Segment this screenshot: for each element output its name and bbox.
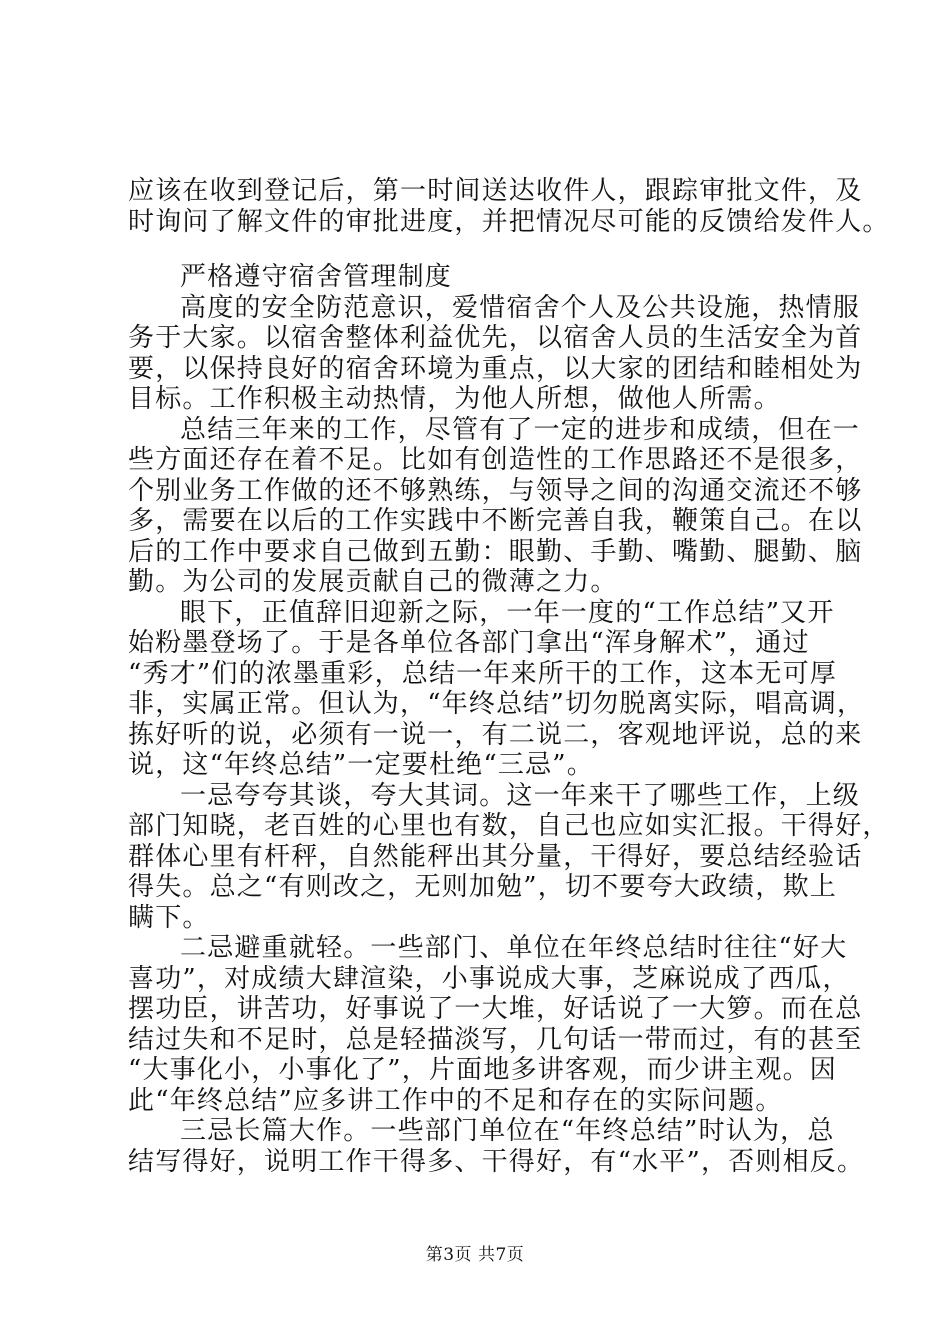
text-line: 一忌夸夸其谈，夸大其词。这一年来干了哪些工作，上级 [180, 780, 861, 811]
text-line: 此“年终总结”应多讲工作中的不足和存在的实际问题。 [128, 1085, 783, 1116]
text-line: 摆功臣，讲苦功，好事说了一大堆，好话说了一大箩。而在总 [128, 994, 863, 1024]
text-line: 后的工作中要求自己做到五勤：眼勤、手勤、嘴勤、腿勤、脑 [128, 536, 863, 567]
text-line: 个别业务工作做的还不够熟练，与领导之间的沟通交流还不够 [128, 475, 863, 506]
text-line: 些方面还存在着不足。比如有创造性的工作思路还不是很多， [128, 445, 863, 475]
text-line: “大事化小，小事化了”，片面地多讲客观，而少讲主观。因 [128, 1055, 837, 1085]
text-line: 结写得好，说明工作干得多、干得好，有“水平”，否则相反。 [128, 1146, 865, 1177]
text-line: 目标。工作积极主动热情，为他人所想，做他人所需。 [128, 384, 781, 414]
text-line: 三忌长篇大作。一些部门单位在“年终总结”时认为，总 [180, 1116, 835, 1146]
text-line: 非，实属正常。但认为，“年终总结”切勿脱离实际，唱高调， [128, 689, 865, 719]
text-line: 结过失和不足时，总是轻描淡写，几句话一带而过，有的甚至 [128, 1024, 863, 1055]
page-number-footer: 第3页 共7页 [425, 1245, 525, 1265]
document-body [128, 176, 890, 1177]
text-line: 部门知晓，老百姓的心里也有数，自己也应如实汇报。干得好， [128, 811, 890, 841]
text-line: “秀才”们的浓墨重彩，总结一年来所干的工作，这本无可厚 [128, 658, 837, 689]
text-line: 喜功”，对成绩大肆渲染，小事说成大事，芝麻说成了西瓜， [128, 963, 850, 994]
text-line: 总结三年来的工作，尽管有了一定的进步和成绩，但在一 [180, 414, 861, 445]
text-line: 拣好听的说，必须有一说一，有二说二，客观地评说，总的来 [128, 719, 863, 750]
text-line: 时询问了解文件的审批进度，并把情况尽可能的反馈给发件人。 [128, 206, 890, 237]
text-line: 说，这“年终总结”一定要杜绝“三忌”。 [128, 750, 594, 780]
text-line: 始粉墨登场了。于是各单位各部门拿出“浑身解术”，通过 [128, 628, 810, 658]
text-line: 务于大家。以宿舍整体利益优先，以宿舍人员的生活安全为首 [128, 323, 863, 353]
text-line: 得失。总之“有则改之，无则加勉”，切不要夸大政绩，欺上 [128, 872, 837, 902]
text-line: 瞒下。 [128, 902, 210, 933]
text-line: 眼下，正值辞旧迎新之际，一年一度的“工作总结”又开 [180, 597, 835, 628]
section-heading: 严格遵守宿舍管理制度 [180, 262, 453, 292]
text-line: 二忌避重就轻。一些部门、单位在年终总结时往往“好大 [180, 933, 848, 963]
paragraph-gap [128, 237, 840, 262]
text-line: 高度的安全防范意识，爱惜宿舍个人及公共设施，热情服 [180, 292, 861, 323]
text-line: 勤。为公司的发展贡献自己的微薄之力。 [128, 567, 618, 597]
text-line: 要，以保持良好的宿舍环境为重点，以大家的团结和睦相处为 [128, 353, 863, 384]
text-line: 多，需要在以后的工作实践中不断完善自我，鞭策自己。在以 [128, 506, 863, 536]
text-line: 群体心里有杆秤，自然能秤出其分量，干得好，要总结经验话 [128, 841, 863, 872]
text-line: 应该在收到登记后，第一时间送达收件人，跟踪审批文件，及 [128, 176, 863, 206]
